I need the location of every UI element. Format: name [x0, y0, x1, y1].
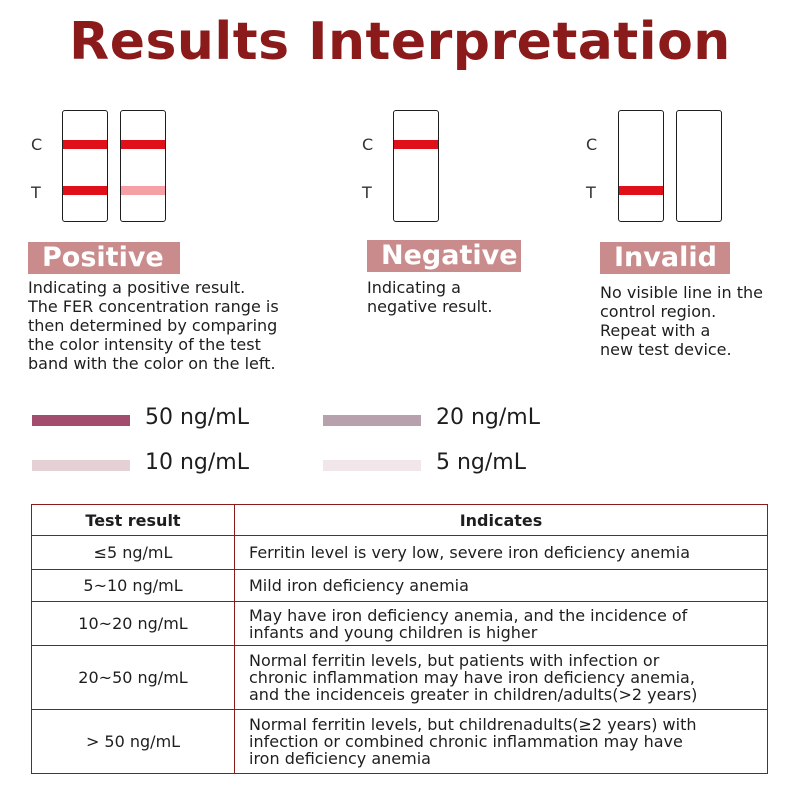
control-line-label: C [31, 135, 43, 154]
page-title: Results Interpretation [69, 12, 731, 72]
indicates-cell: Ferritin level is very low, severe iron deficiency anemia [235, 536, 768, 570]
negative-label: Negative [367, 240, 521, 272]
table-row [32, 570, 768, 602]
control-band [63, 140, 107, 149]
legend-label-5: 5 ng/mL [436, 450, 526, 475]
column-header: Test result [32, 505, 235, 536]
result-cell: > 50 ng/mL [32, 710, 235, 774]
legend-swatch-20 [323, 415, 421, 426]
positive-description: Indicating a positive result. The FER concentration range is then determined by comparing the color intensity of the test band with the color on the left. [28, 278, 279, 373]
legend-swatch-5 [323, 460, 421, 471]
table-header-row [32, 505, 768, 536]
invalid-strip-blank [676, 110, 722, 222]
positive-strip-strong [62, 110, 108, 222]
negative-strip [393, 110, 439, 222]
invalid-description: No visible line in the control region. Repeat with a new test device. [600, 283, 763, 359]
control-band [394, 140, 438, 149]
legend-swatch-50 [32, 415, 130, 426]
negative-description: Indicating a negative result. [367, 278, 493, 316]
table-row [32, 536, 768, 570]
indicates-cell: Normal ferritin levels, but patients with infection or chronic inflammation may have iron deficiency anemia, and the incidenceis greater in children/adults(>2 years) [235, 646, 768, 710]
indicates-cell: Mild iron deficiency anemia [235, 570, 768, 602]
result-cell: 5~10 ng/mL [32, 570, 235, 602]
legend-label-10: 10 ng/mL [145, 450, 249, 475]
test-band [619, 186, 663, 195]
positive-strip-light [120, 110, 166, 222]
positive-label: Positive [28, 242, 180, 274]
invalid-label: Invalid [600, 242, 730, 274]
control-line-label: C [362, 135, 374, 154]
table-row [32, 646, 768, 710]
test-line-label: T [31, 183, 41, 202]
legend-label-50: 50 ng/mL [145, 405, 249, 430]
result-cell: 20~50 ng/mL [32, 646, 235, 710]
table-row [32, 710, 768, 774]
control-line-label: C [586, 135, 598, 154]
column-header: Indicates [235, 505, 768, 536]
test-line-label: T [362, 183, 372, 202]
test-band [63, 186, 107, 195]
legend-label-20: 20 ng/mL [436, 405, 540, 430]
test-band [121, 186, 165, 195]
indicates-cell: May have iron deficiency anemia, and the incidence of infants and young children is higher [235, 602, 768, 646]
indicates-cell: Normal ferritin levels, but childrenadults(≥2 years) with infection or combined chronic inflammation may have iron deficiency anemia [235, 710, 768, 774]
invalid-strip-test-only [618, 110, 664, 222]
legend-swatch-10 [32, 460, 130, 471]
results-table [31, 504, 768, 774]
result-cell: 10~20 ng/mL [32, 602, 235, 646]
result-cell: ≤5 ng/mL [32, 536, 235, 570]
table-row [32, 602, 768, 646]
control-band [121, 140, 165, 149]
test-line-label: T [586, 183, 596, 202]
